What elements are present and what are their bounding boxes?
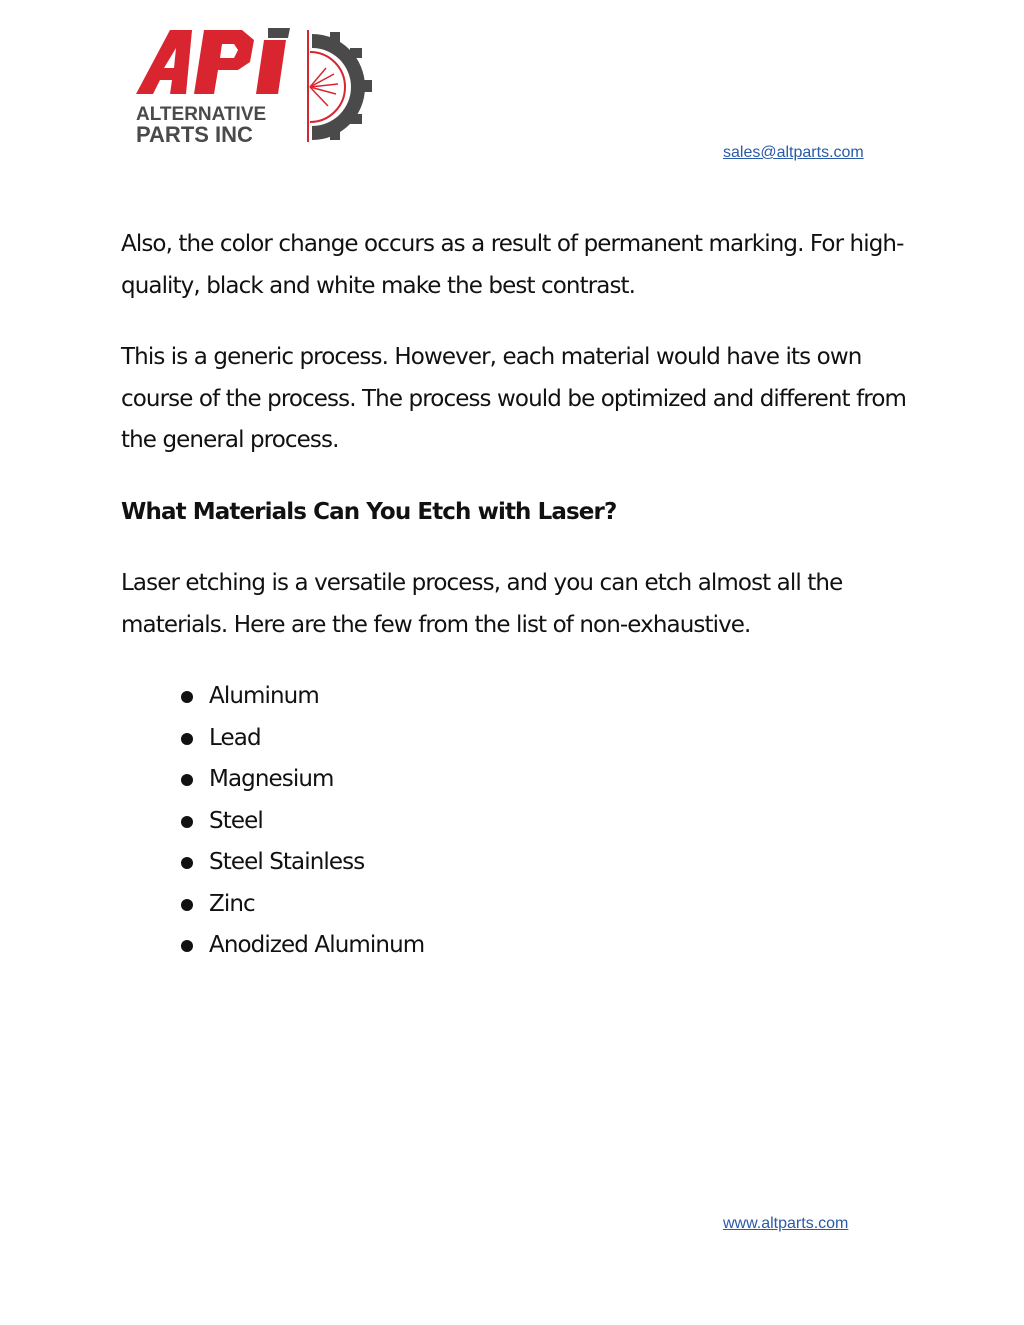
list-item [181,842,921,884]
bullet-icon [181,857,193,869]
paragraph-intro: Laser etching is a versatile process, and you can etch almost all the materials. Here are the few from the list of non-exhaustive. [121,570,843,638]
website-link[interactable]: www.altparts.com [723,1215,849,1232]
list-item [181,718,921,760]
bullet-icon [181,816,193,828]
list-item [181,925,921,967]
list-item-label: Steel [209,807,263,834]
list-item-label: Steel Stainless [209,849,365,875]
logo-line2: PARTS INC [136,122,253,146]
list-item [181,759,921,801]
bullet-icon [181,733,193,745]
bullet-icon [181,774,193,786]
logo-line1: ALTERNATIVE [136,104,267,125]
company-logo [134,26,379,146]
paragraph: Also, the color change occurs as a result of permanent marking. For high-quality, black and white make the best contrast. [121,231,904,299]
section-heading: What Materials Can You Etch with Laser? [121,498,617,525]
list-item [181,884,921,926]
logo-letters [136,28,290,94]
gear-icon [308,30,372,142]
list-item [181,801,921,843]
paragraph: This is a generic process. However, each material would have its own course of the process. The process would be optimized and different from the general process. [121,344,906,453]
email-link[interactable]: sales@altparts.com [723,144,864,161]
bullet-icon [181,940,193,952]
list-item-label: Magnesium [209,766,334,792]
list-item [181,676,921,718]
bullet-icon [181,691,193,703]
list-item-label: Zinc [209,890,255,917]
list-item-label: Anodized Aluminum [209,932,425,958]
bullet-icon [181,899,193,911]
document-body [121,224,921,967]
list-item-label: Aluminum [209,683,319,709]
materials-list [121,676,921,967]
api-logo-graphic [134,26,379,146]
list-item-label: Lead [209,724,261,751]
